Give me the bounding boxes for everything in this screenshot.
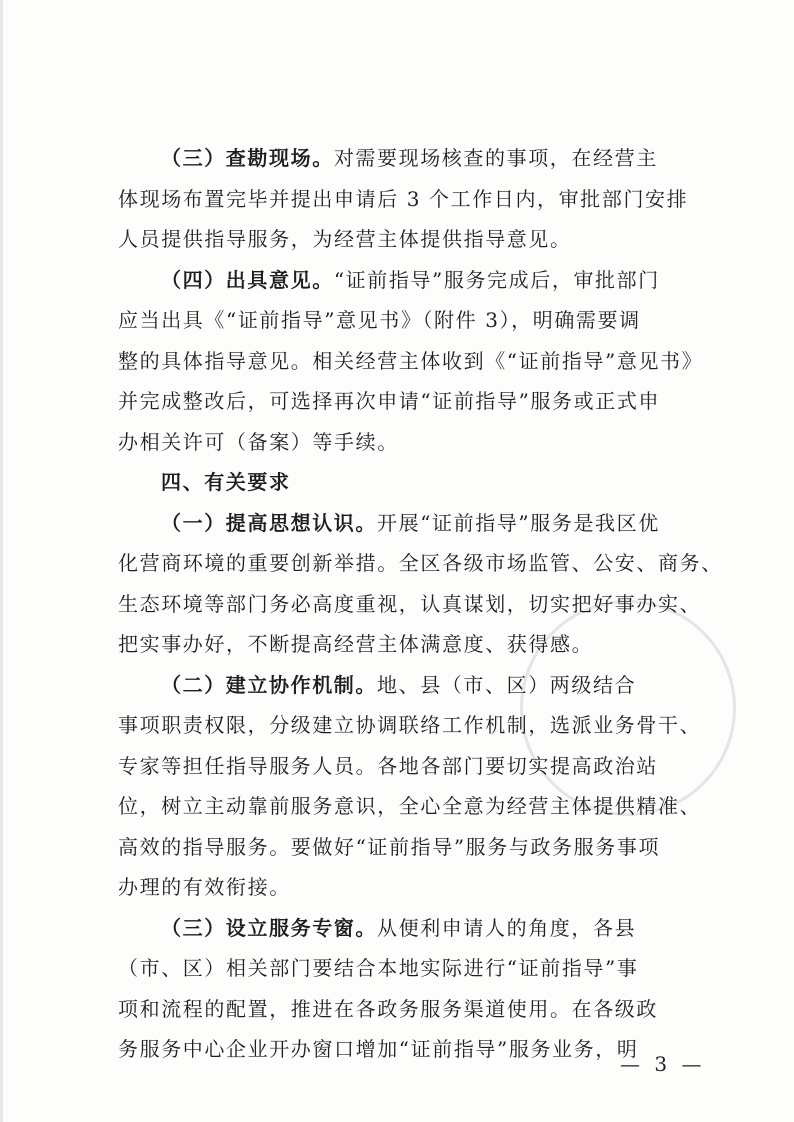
paragraph-line: 化营商环境的重要创新举措。全区各级市场监管、公安、商务、 [118, 551, 723, 575]
paragraph-line: 位，树立主动靠前服务意识，全心全意为经营主体提供精准、 [118, 794, 702, 818]
paragraph-lead: （二）建立协作机制。 [161, 672, 377, 697]
paragraph-line: 并完成整改后，可选择再次申请“证前指导”服务或正式申 [118, 389, 661, 413]
paragraph-line: 整的具体指导意见。相关经营主体收到《“证前指导”意见书》 [118, 348, 704, 373]
paragraph-line [118, 665, 718, 706]
paragraph-line: 事项职责权限，分级建立协调联络工作机制，选派业务骨干、 [118, 713, 702, 737]
body-text [118, 138, 723, 1070]
paragraph-line: 应当出具《“证前指导”意见书》（附件 3），明确需要调 [118, 308, 641, 332]
paragraph-line: 项和流程的配置，推进在各政务服务渠道使用。在各级政 [118, 996, 658, 1021]
paragraph-lead: （三）查勘现场。 [161, 146, 334, 170]
paragraph-line: 专家等担任指导服务人员。各地各部门要切实提高政治站 [118, 753, 658, 778]
paragraph-text: 对需要现场核查的事项，在经营主 [333, 146, 658, 170]
paragraph-line: 体现场布置完毕并提出申请后 3 个工作日内，审批部门安排 [118, 186, 689, 211]
paragraph-line: 办理的有效衔接。 [118, 875, 291, 899]
paragraph-line: 生态环境等部门务必高度重视，认真谋划，切实把好事办实、 [118, 591, 702, 616]
paragraph-text: 开展“证前指导”服务是我区优 [377, 510, 660, 535]
page-number: — 3 — [620, 1052, 706, 1076]
paragraph-line: 人员提供指导服务，为经营主体提供指导意见。 [118, 227, 572, 251]
paragraph-lead: （三）设立服务专窗。 [161, 915, 377, 940]
paragraph-line [118, 908, 718, 949]
paragraph-text: “证前指导”服务完成后，审批部门 [333, 267, 660, 292]
binding-edge [0, 0, 3, 1122]
paragraph-line: （市、区）相关部门要结合本地实际进行“证前指导”事 [118, 956, 639, 980]
paragraph-line [118, 503, 718, 544]
paragraph-line: 把实事办好，不断提高经营主体满意度、获得感。 [118, 632, 594, 656]
paragraph-lead: （一）提高思想认识。 [161, 510, 377, 535]
paragraph-text: 从便利申请人的角度，各县 [377, 915, 637, 940]
section-heading: 四、有关要求 [161, 470, 291, 494]
paragraph-text: 地、县（市、区）两级结合 [377, 672, 637, 697]
paragraph-line: 务服务中心企业开办窗口增加“证前指导”服务业务，明 [118, 1037, 639, 1061]
paragraph-line: 高效的指导服务。要做好“证前指导”服务与政务服务事项 [118, 834, 661, 859]
paragraph-line [118, 138, 718, 179]
paragraph-line: 办相关许可（备案）等手续。 [118, 429, 399, 454]
paragraph-lead: （四）出具意见。 [161, 267, 334, 292]
paragraph-line [118, 260, 718, 301]
